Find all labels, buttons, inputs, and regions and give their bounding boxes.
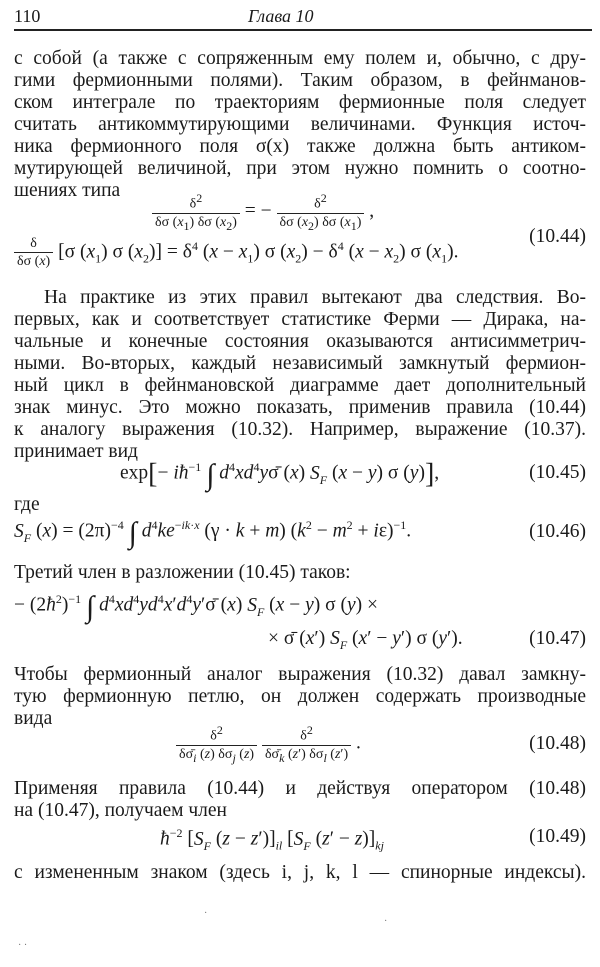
text-line: к аналогу выражения (10.32). Например, выражение (10.37). <box>14 419 586 440</box>
text-line: шениях типа <box>14 180 121 201</box>
text-line: принимает вид <box>14 441 138 462</box>
text-line: гими фермионными полями). Таким образом, в фейнманов- <box>14 70 586 91</box>
text-line: тую фермионную петлю, он должен содержать производные <box>14 686 586 707</box>
text-line: на (10.47), получаем член <box>14 800 227 821</box>
text-line: мутирующей величиной, при этом нужно помнить о соотно- <box>14 158 586 179</box>
equation-number: (10.44) <box>529 226 586 247</box>
text-line: ными. Во-вторых, каждый независимый замкнутый фермион- <box>14 353 586 374</box>
equation-number: (10.46) <box>529 521 586 542</box>
equation-number: (10.49) <box>529 826 586 847</box>
text-line: с собой (а также с сопряженным ему полем и, обычно, с дру- <box>14 48 586 69</box>
text-line: ском интеграле по траекториям фермионные поля следует <box>14 92 586 113</box>
running-title: Глава 10 <box>248 6 314 26</box>
equation-line: $S_F$ $(x) = (2\pi)^{-4}$ ∫ $d^4ke^{-ik\cdot x}$ (γ · k + m) $(k^2 - m^2 + i\varepsilon)^{-1}$. <box>14 516 412 550</box>
equation-number: (10.47) <box>529 628 586 649</box>
text-line: ника фермионного поля σ(x) также должна быть антиком- <box>14 136 586 157</box>
text-line: считать антикоммутирующими величинами. Функция источ- <box>14 114 586 135</box>
page-number: 110 <box>14 6 41 26</box>
text-line: Применяя правила (10.44) и действуя оператором (10.48) <box>14 778 586 799</box>
page-header <box>0 0 600 30</box>
equation-line: $\frac{\delta}{\delta\sigma (x)}$ [σ $(x_1)$ σ $(x_2)] = \delta^4$ $(x - x_1)$ σ $(x_2) - \delta^4$ $(x - x_2)$ σ $(x_1)$. <box>14 236 458 270</box>
equation-line: $\frac{\delta^2}{\delta\sigma (x_1) \delta\sigma (x_2)}$ = − $\frac{\delta^2}{\delta\sigma (x_2) \delta\sigma (x_1)}$ , <box>152 190 374 234</box>
text-line: вида <box>14 708 53 729</box>
text-line: На практике из этих правил вытекают два следствия. Во- <box>44 287 586 308</box>
text-line: первых, как и соответствует статистике Ферми — Дирака, на- <box>14 309 586 330</box>
equation-line: − $(2ħ^2)^{-1}$ ∫ $d^4xd^4yd^4x'd^4y'\sigmā$ (x) $S_F$ (x − y) σ (y) × <box>14 590 379 624</box>
text-line: Третий член в разложении (10.45) таков: <box>14 562 351 583</box>
text-line: с измененным знаком (здесь i, j, k, l — спинорные индексы). <box>14 862 586 883</box>
text-line: где <box>14 494 40 515</box>
equation-line: $\exp[- iħ^{-1}$ ∫ $d^4xd^4y\sigmā$ (x) $S_F$ (x − y) σ (y)], <box>120 458 440 492</box>
equation-number: (10.45) <box>529 462 586 483</box>
equation-number: (10.48) <box>529 733 586 754</box>
equation-line: $\frac{\delta^2}{\delta\sigmā_i (z) \delta\sigma_j (z)}$ $\frac{\delta^2}{\delta\sigmā_k (z') \delta\sigma_l (z')}$ . <box>176 722 361 766</box>
scan-speck: · <box>204 908 208 919</box>
equation-line: × σ̄ (x′) $S_F$ (x′ − y′) σ (y′). <box>268 628 463 652</box>
scan-speck: · <box>384 916 388 927</box>
text-line: чальные и конечные состояния оказываются антисимметрич- <box>14 331 586 352</box>
text-line: Чтобы фермионный аналог выражения (10.32) давал замкну- <box>14 664 586 685</box>
equation-line: $ħ^{-2}$ [$S_F$ $(z - z')]_{il}$ [$S_F$ $(z' - z)]_{kj}$ <box>160 826 384 853</box>
text-line: знак минус. Это можно показать, применив правила (10.44) <box>14 397 586 418</box>
text-line: ный цикл в фейнмановской диаграмме дает дополнительный <box>14 375 586 396</box>
scan-speck: · · <box>18 940 28 951</box>
header-rule <box>14 29 592 31</box>
